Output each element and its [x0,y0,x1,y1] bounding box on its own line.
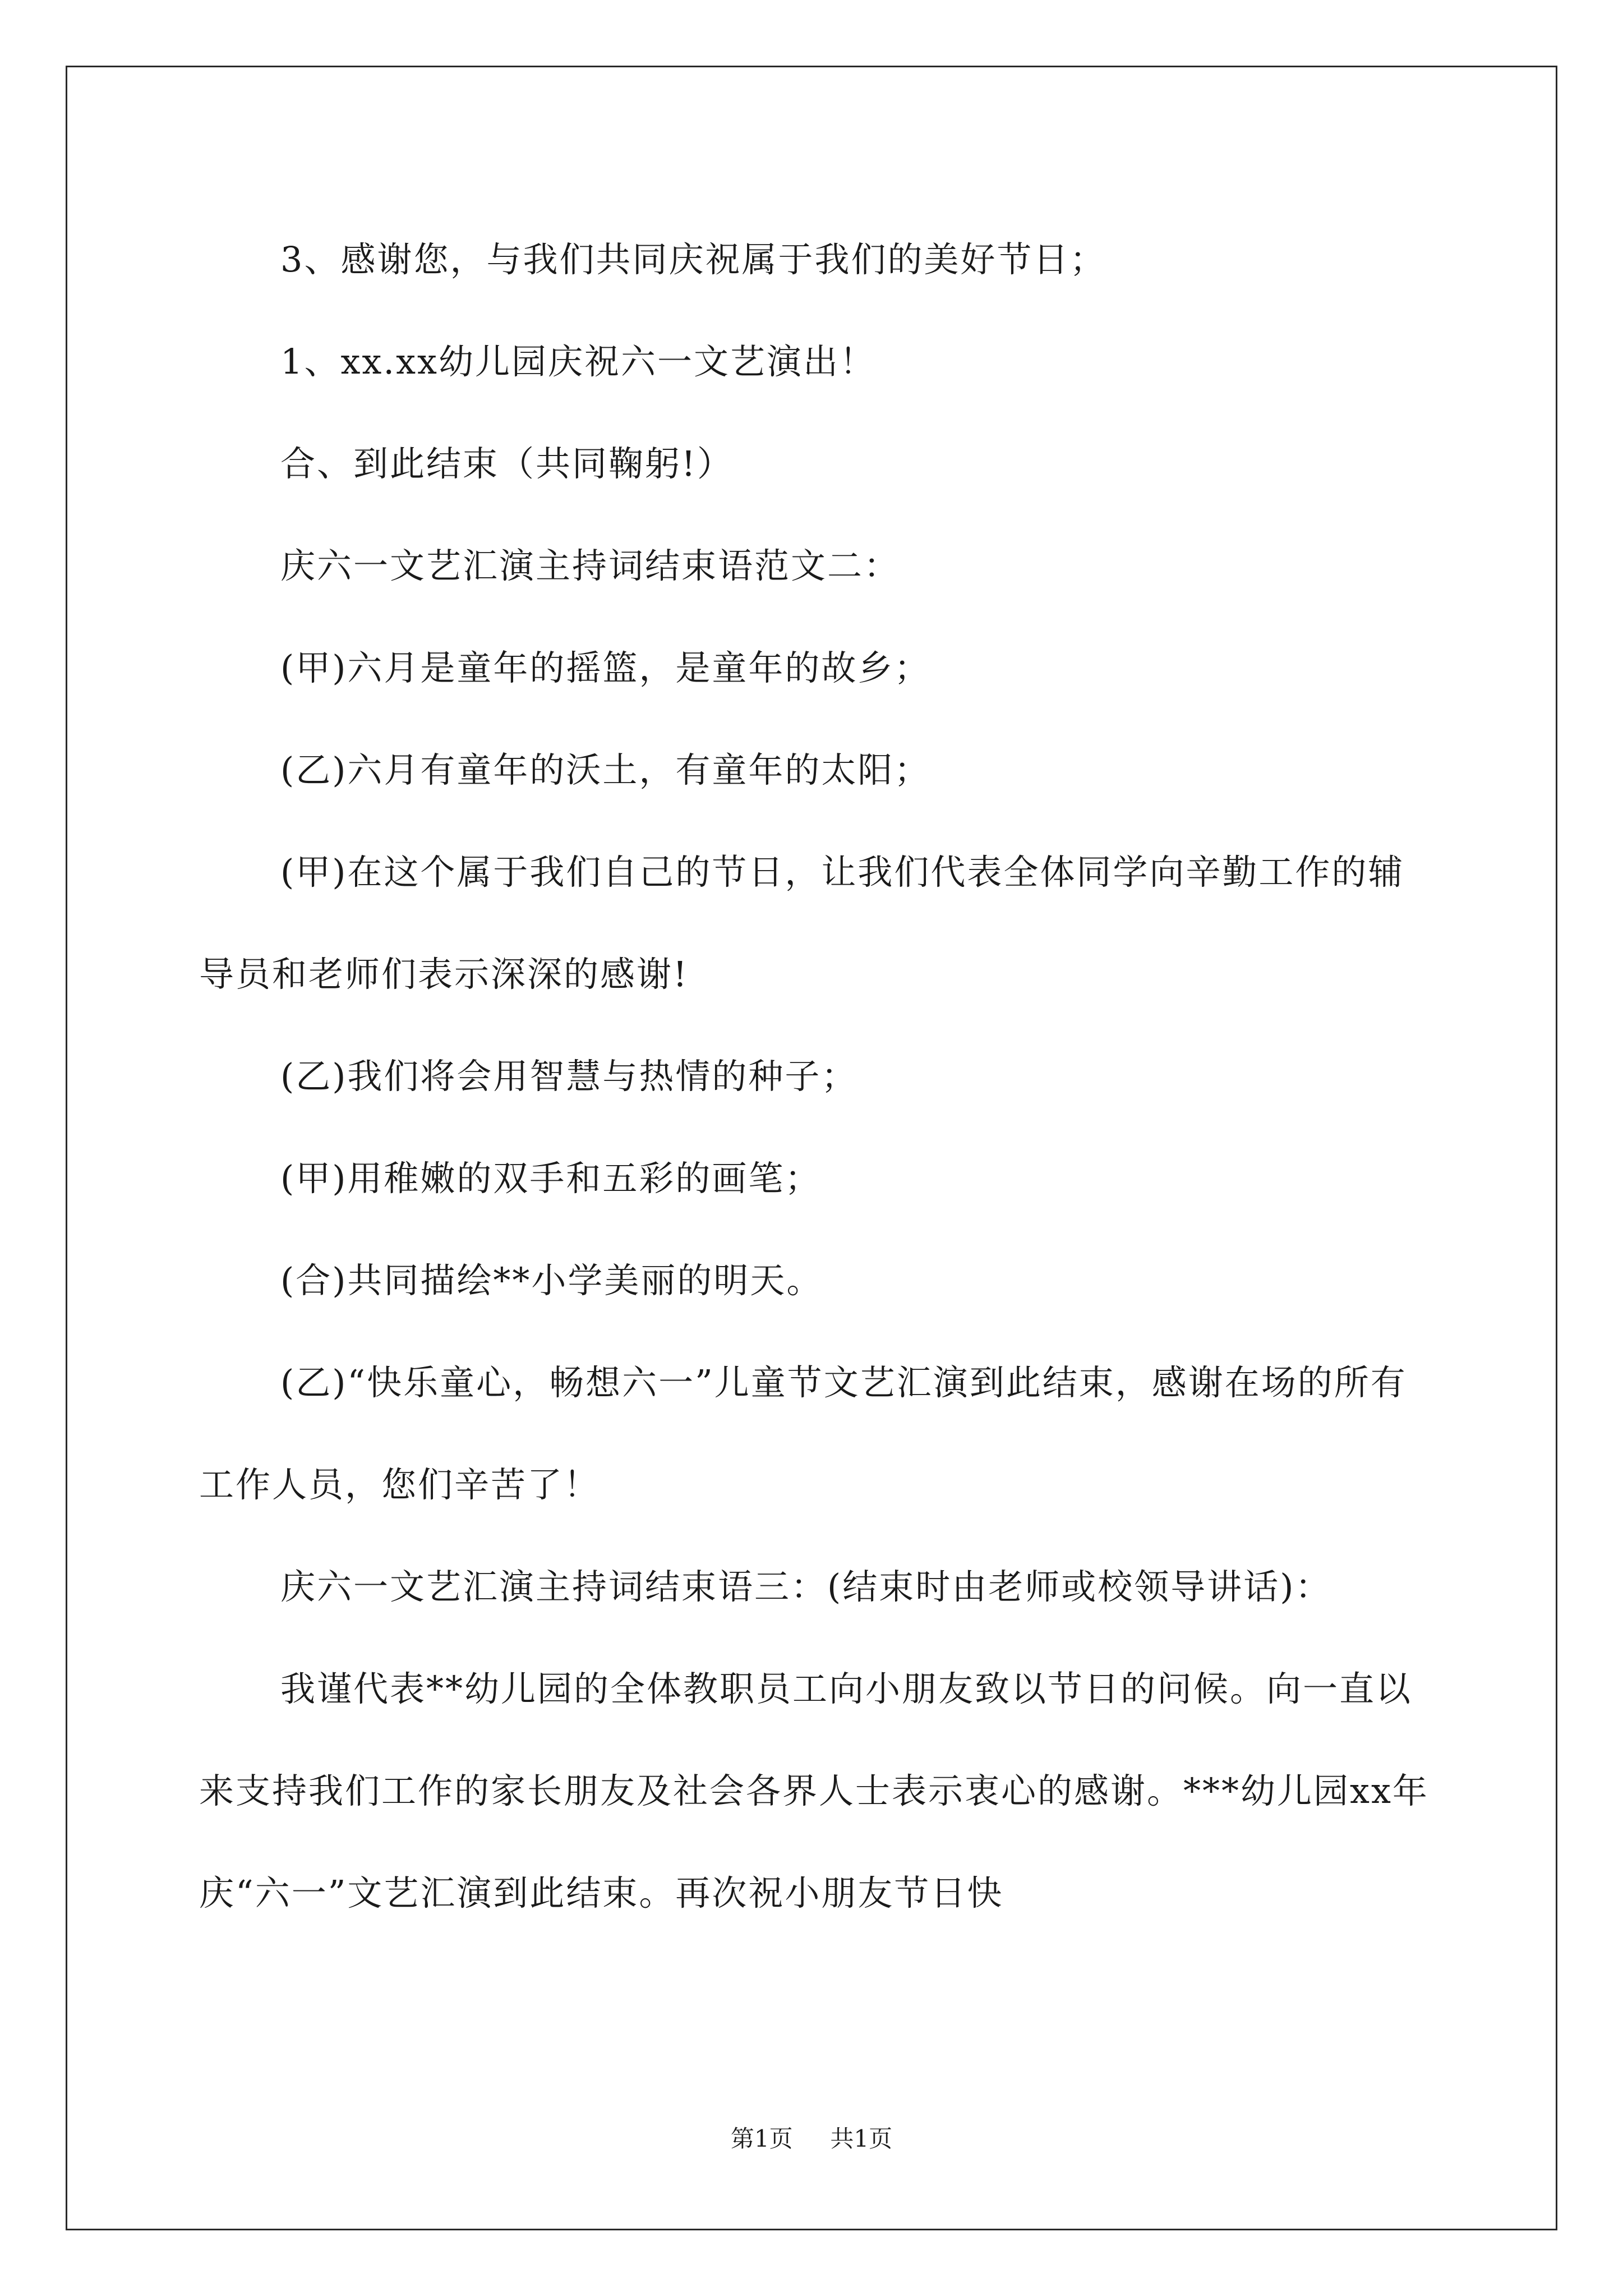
page-footer [0,2124,1623,2154]
paragraph: 3、感谢您，与我们共同庆祝属于我们的美好节日； [280,239,1106,280]
paragraph: (乙)“快乐童心，畅想六一”儿童节文艺汇演到此结束，感谢在场的所有工作人员，您们辛苦了！ [199,1362,1407,1505]
paragraph: (甲)在这个属于我们自己的节日，让我们代表全体同学向辛勤工作的辅导员和老师们表示深深的感谢! [199,852,1405,995]
paragraph: 1、xx.xx幼儿园庆祝六一文艺演出！ [280,341,877,382]
paragraph: (乙)六月有童年的沃土，有童年的太阳； [280,749,931,790]
page-total: 共1页 [830,2125,893,2152]
paragraph: (甲)用稚嫩的双手和五彩的画笔； [280,1158,822,1199]
paragraph: 庆六一文艺汇演主持词结束语三：(结束时由老师或校领导讲话)： [280,1566,1332,1607]
paragraph: 合、到此结束（共同鞠躬!） [280,443,734,484]
paragraph: (合)共同描绘**小学美丽的明天。 [280,1260,823,1301]
paragraph: 庆六一文艺汇演主持词结束语范文二： [280,545,901,586]
document-body [199,209,1430,1944]
paragraph: (乙)我们将会用智慧与热情的种子； [280,1056,858,1097]
paragraph: (甲)六月是童年的摇篮，是童年的故乡； [280,647,931,688]
page-number: 第1页 [730,2125,793,2152]
paragraph: 我谨代表**幼儿园的全体教职员工向小朋友致以节日的问候。向一直以来支持我们工作的家长朋友及社会各界人士表示衷心的感谢。***幼儿园xx年庆“六一”文艺汇演到此结束。再次祝小朋友节日快 [199,1668,1429,1913]
